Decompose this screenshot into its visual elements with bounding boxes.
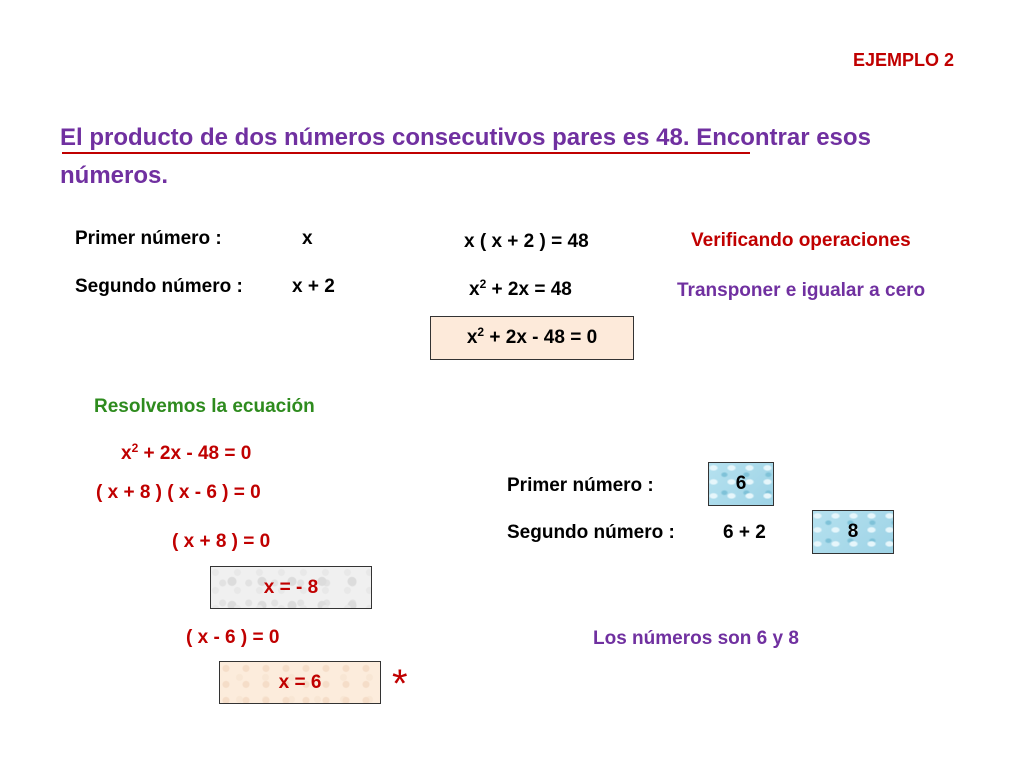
conclusion: Los números son 6 y 8 — [593, 628, 799, 649]
result-first-box — [708, 462, 774, 506]
solve-step-1: $x^2 + 2x - 48 = 0$ — [121, 441, 252, 464]
star-mark: * — [392, 662, 408, 706]
verify-note: Verificando operaciones — [691, 230, 911, 251]
result-second-expression: 6 + 2 — [723, 522, 766, 543]
solution-1-box — [210, 566, 372, 609]
first-number-label: Primer número : — [75, 228, 222, 249]
solve-heading: Resolvemos la ecuación — [94, 396, 315, 417]
example-label: EJEMPLO 2 — [853, 50, 955, 70]
result-first-label: Primer número : — [507, 475, 654, 496]
second-number-label: Segundo número : — [75, 276, 243, 297]
solve-step-2: ( x + 8 ) ( x - 6 ) = 0 — [96, 482, 261, 503]
first-number-value: x — [302, 228, 313, 249]
solve-step-3: ( x + 8 ) = 0 — [172, 531, 271, 552]
second-number-value: x + 2 — [292, 276, 335, 297]
equation-3-box — [430, 316, 634, 360]
result-second-box — [812, 510, 894, 554]
equation-2: $x^2 + 2x = 48$ — [469, 277, 572, 300]
solve-step-6: x = 6 — [278, 671, 322, 693]
equation-1: x ( x + 2 ) = 48 — [464, 231, 589, 252]
equation-3: $x^2 + 2x - 48 = 0$ — [466, 325, 598, 348]
transpose-note: Transponer e igualar a cero — [677, 280, 926, 301]
solve-step-5: ( x - 6 ) = 0 — [186, 627, 280, 648]
result-second-value: 8 — [847, 521, 859, 542]
result-first-value: 6 — [735, 473, 747, 494]
problem-underline — [62, 152, 750, 154]
solution-2-box — [219, 661, 381, 704]
problem-line-1: El producto de dos números consecutivos pares es 48. Encontrar esos — [60, 124, 871, 151]
problem-line-2: números. — [60, 162, 169, 189]
result-second-label: Segundo número : — [507, 522, 675, 543]
solve-step-4: x = - 8 — [263, 576, 319, 598]
